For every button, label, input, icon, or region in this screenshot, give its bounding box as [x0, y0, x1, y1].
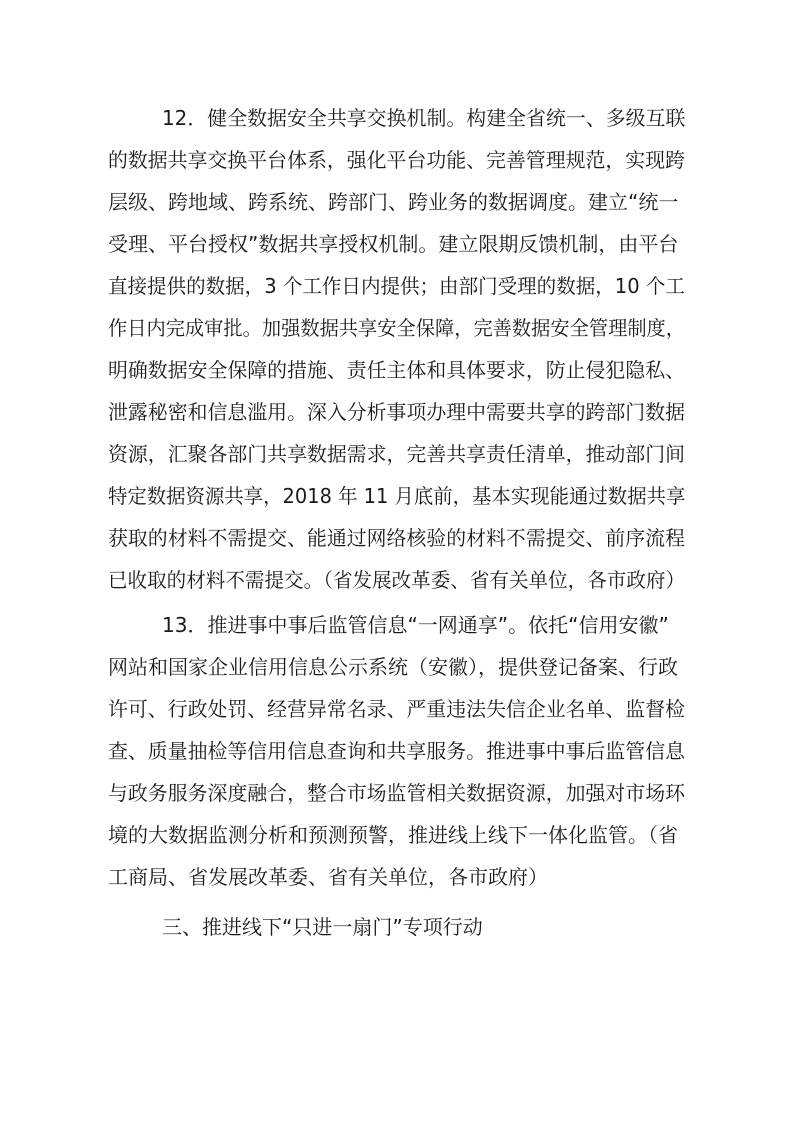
line-text: 获取的材料不需提交、能通过网络核验的材料不需提交、前序流程 — [108, 526, 685, 550]
paragraph-line — [0, 692, 793, 726]
line-text: 受理、平台授权”数据共享授权机制。建立限期反馈机制，由平台 — [108, 232, 679, 256]
paragraph-line — [0, 185, 793, 219]
paragraph-line — [0, 818, 793, 852]
line-text: 13．推进事中事后监管信息“一网通享”。依托“信用安徽” — [162, 613, 669, 637]
section-heading-text: 三、推进线下“只进一扇门”专项行动 — [162, 915, 483, 939]
paragraph-line — [0, 563, 793, 597]
paragraph-line — [0, 521, 793, 555]
paragraph-line — [0, 311, 793, 345]
line-text: 工商局、省发展改革委、省有关单位，各市政府） — [108, 865, 548, 889]
line-text: 境的大数据监测分析和预测预警，推进线上线下一体化监管。（省 — [108, 823, 678, 847]
paragraph-line — [0, 479, 793, 513]
line-text: 层级、跨地域、跨系统、跨部门、跨业务的数据调度。建立“统一 — [108, 190, 679, 214]
paragraph-line — [0, 776, 793, 810]
line-text: 查、质量抽检等信用信息查询和共享服务。推进事中事后监管信息 — [108, 739, 685, 763]
paragraph-line — [0, 269, 793, 303]
line-text: 明确数据安全保障的措施、责任主体和具体要求，防止侵犯隐私、 — [108, 358, 685, 382]
line-text: 泄露秘密和信息滥用。深入分析事项办理中需要共享的跨部门数据 — [108, 400, 685, 424]
line-text: 特定数据资源共享，2018 年 11 月底前，基本实现能通过数据共享 — [108, 484, 686, 508]
line-text: 直接提供的数据，3 个工作日内提供；由部门受理的数据，10 个工 — [108, 274, 685, 298]
paragraph-line — [0, 650, 793, 684]
line-text: 资源，汇聚各部门共享数据需求，完善共享责任清单，推动部门间 — [108, 442, 685, 466]
line-text: 与政务服务深度融合，整合市场监管相关数据资源，加强对市场环 — [108, 781, 685, 805]
paragraph-line — [0, 395, 793, 429]
line-text: 作日内完成审批。加强数据共享安全保障，完善数据安全管理制度， — [108, 316, 686, 340]
paragraph-line — [0, 734, 793, 768]
paragraph-line — [0, 353, 793, 387]
section-heading — [0, 910, 793, 944]
line-text: 12．健全数据安全共享交换机制。构建全省统一、多级互联 — [162, 106, 686, 130]
paragraph-line — [0, 437, 793, 471]
paragraph-line — [0, 608, 793, 642]
paragraph-line — [0, 227, 793, 261]
line-text: 网站和国家企业信用信息公示系统（安徽），提供登记备案、行政 — [108, 655, 678, 679]
line-text: 许可、行政处罚、经营异常名录、严重违法失信企业名单、监督检 — [108, 697, 685, 721]
paragraph-line — [0, 101, 793, 135]
paragraph-line — [0, 860, 793, 894]
line-text: 的数据共享交换平台体系，强化平台功能、完善管理规范，实现跨 — [108, 148, 685, 172]
paragraph-line — [0, 143, 793, 177]
line-text: 已收取的材料不需提交。（省发展改革委、省有关单位，各市政府） — [108, 568, 686, 592]
